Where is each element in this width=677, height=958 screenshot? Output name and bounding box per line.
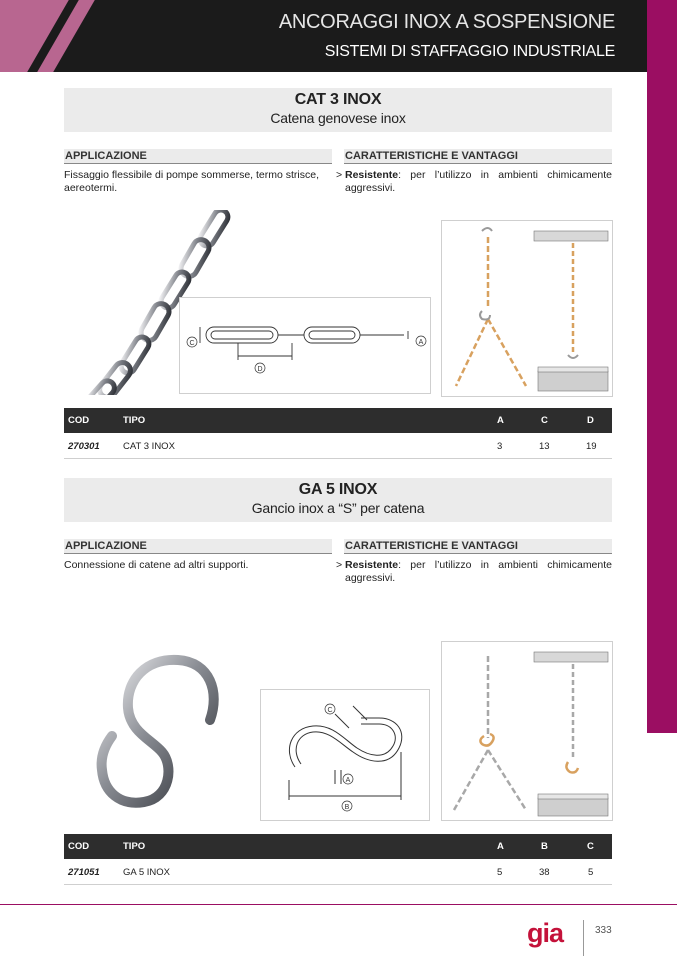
cell-b: 38: [539, 867, 550, 878]
application-text: Fissaggio flessibile di pompe sommerse, termo strisce, aereotermi.: [64, 169, 320, 194]
features-text: [345, 559, 612, 585]
col-cod: COD: [68, 841, 90, 852]
side-tab: [647, 0, 677, 733]
section-subtitle: Gancio inox a “S” per catena: [251, 500, 425, 516]
cell-a: 3: [497, 441, 503, 452]
col-a: A: [497, 841, 504, 852]
application-text: Connessione di catene ad altri supporti.: [64, 559, 249, 571]
table-row: [64, 860, 612, 885]
col-c: C: [541, 415, 548, 426]
header-title: ANCORAGGI INOX A SOSPENSIONE: [278, 11, 615, 33]
col-tipo: TIPO: [123, 415, 146, 426]
bullet-marker: >: [336, 169, 343, 181]
table-header: [64, 408, 612, 433]
chain-diagram: [179, 297, 431, 394]
chain-application-illustration: [441, 220, 613, 397]
section-title: CAT 3 INOX: [294, 91, 382, 108]
brand-logo: gia: [527, 918, 564, 948]
page-number: 333: [595, 925, 612, 936]
cell-c: 5: [588, 867, 594, 878]
cell-cod: 271051: [68, 867, 100, 878]
page-header: [0, 0, 677, 72]
cell-tipo: CAT 3 INOX: [123, 441, 175, 452]
col-a: A: [497, 415, 504, 426]
features-heading: CARATTERISTICHE E VANTAGGI: [344, 539, 612, 554]
cell-a: 5: [497, 867, 503, 878]
features-rest: : per l’utilizzo in ambienti chimicamente aggressivi.: [345, 169, 612, 194]
table-row: [64, 434, 612, 459]
application-heading: APPLICAZIONE: [64, 149, 332, 164]
cell-cod: 270301: [68, 441, 100, 452]
features-bold: Resistente: [345, 559, 399, 571]
table-header: [64, 834, 612, 859]
dim-label: C: [189, 340, 195, 347]
features-text: [345, 169, 612, 195]
cell-d: 19: [586, 441, 597, 452]
col-c: C: [587, 841, 594, 852]
s-hook-diagram: [260, 689, 430, 821]
footer-divider: [0, 904, 677, 905]
s-hook-application-illustration: [441, 641, 613, 821]
dim-label: A: [345, 777, 351, 784]
dim-label: A: [418, 339, 424, 346]
section-title: GA 5 INOX: [298, 481, 378, 498]
col-cod: COD: [68, 415, 90, 426]
section-title-band: [64, 88, 612, 132]
logo-separator: [583, 920, 584, 956]
col-d: D: [587, 415, 594, 426]
dim-label: B: [344, 804, 350, 811]
dim-label: D: [257, 366, 263, 373]
dim-label: C: [327, 707, 333, 714]
section-title-band: [64, 478, 612, 522]
cell-tipo: GA 5 INOX: [123, 867, 170, 878]
col-tipo: TIPO: [123, 841, 146, 852]
header-subtitle: SISTEMI DI STAFFAGGIO INDUSTRIALE: [324, 43, 615, 60]
bullet-marker: >: [336, 559, 343, 571]
s-hook-photo: [92, 652, 227, 814]
features-bold: Resistente: [345, 169, 399, 181]
features-heading: CARATTERISTICHE E VANTAGGI: [344, 149, 612, 164]
col-b: B: [541, 841, 548, 852]
application-heading: APPLICAZIONE: [64, 539, 332, 554]
cell-c: 13: [539, 441, 550, 452]
section-subtitle: Catena genovese inox: [270, 110, 406, 126]
features-rest: : per l’utilizzo in ambienti chimicamente aggressivi.: [345, 559, 612, 584]
